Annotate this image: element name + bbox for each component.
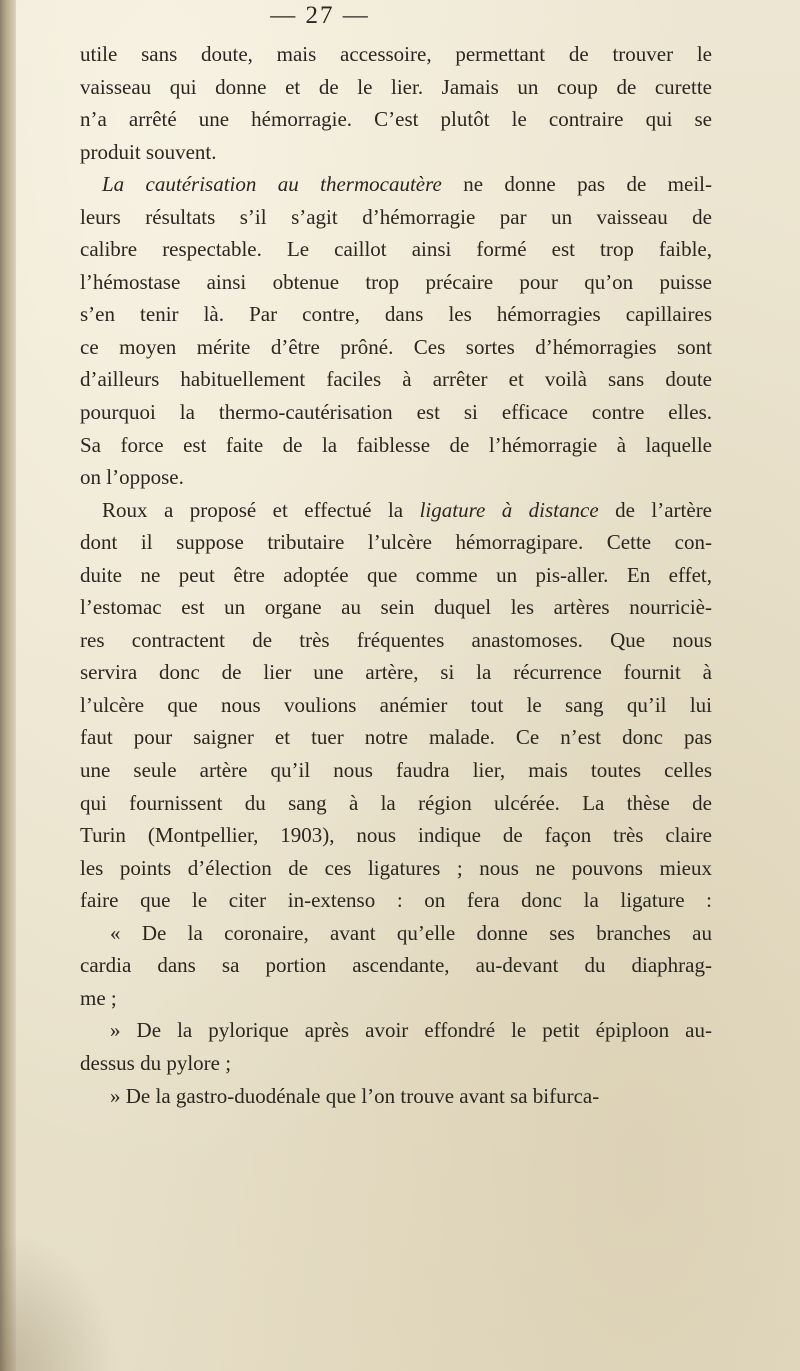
text-line: l’hémostase ainsi obtenue trop précaire pour qu’on puisse: [80, 269, 712, 294]
text-line: » De la pylorique après avoir effondré le petit épiploon au-: [110, 1018, 712, 1043]
text-line: on l’oppose.: [80, 465, 184, 490]
text-line: utile sans doute, mais accessoire, permettant de trouver le: [80, 42, 712, 66]
text-line: l’ulcère que nous voulions anémier tout le sang qu’il lui: [80, 692, 712, 717]
text-line: les points d’élection de ces ligatures ; nous ne pouvons mieux: [80, 855, 712, 880]
body-text: [80, 38, 712, 1112]
text-line: une seule artère qu’il nous faudra lier, mais toutes celles: [80, 758, 712, 783]
text-line: qui fournissent du sang à la région ulcérée. La thèse de: [80, 790, 712, 815]
text-line: d’ailleurs habituellement faciles à arrêter et voilà sans doute: [80, 367, 712, 392]
text-line: pourquoi la thermo-cautérisation est si efficace contre elles.: [80, 400, 712, 425]
text-line: Roux a proposé et effectué la ligature à distance de l’artère: [102, 497, 713, 522]
italic-phrase: La cautérisation au thermocautère: [102, 172, 442, 197]
text-line: servira donc de lier une artère, si la récurrence fournit à: [80, 660, 712, 685]
text-line: l’estomac est un organe au sein duquel les artères nourriciè-: [80, 595, 712, 620]
text-line: leurs résultats s’il s’agit d’hémorragie par un vaisseau de: [80, 204, 712, 229]
text-line: ce moyen mérite d’être prôné. Ces sortes d’hémorragies sont: [80, 334, 712, 359]
text-line: duite ne peut être adoptée que comme un pis-aller. En effet,: [80, 562, 712, 587]
page-stain: [0, 1231, 120, 1371]
text-line: Turin (Montpellier, 1903), nous indique de façon très claire: [80, 823, 712, 848]
page-number: — 27 —: [270, 2, 370, 29]
text-line: « De la coronaire, avant qu’elle donne ses branches au: [110, 920, 712, 945]
text-line: dessus du pylore ;: [80, 1050, 232, 1075]
text-line: faire que le citer in-extenso : on fera donc la ligature :: [80, 888, 712, 913]
italic-phrase: ligature à distance: [419, 497, 599, 522]
text-line: me ;: [80, 985, 117, 1010]
text-line: s’en tenir là. Par contre, dans les hémorragies capillaires: [80, 302, 712, 327]
text-line: dont il suppose tributaire l’ulcère hémorragipare. Cette con-: [80, 530, 712, 555]
text-line: calibre respectable. Le caillot ainsi formé est trop faible,: [80, 237, 712, 262]
book-gutter: [0, 0, 16, 1371]
text-line: » De la gastro-duodénale que l’on trouve avant sa bifurca-: [110, 1083, 600, 1108]
text-line: cardia dans sa portion ascendante, au-devant du diaphrag-: [80, 953, 712, 978]
text-line: faut pour saigner et tuer notre malade. Ce n’est donc pas: [80, 725, 712, 750]
text-line: res contractent de très fréquentes anastomoses. Que nous: [80, 627, 712, 652]
text-line: n’a arrêté une hémorragie. C’est plutôt le contraire qui se: [80, 107, 712, 132]
text-line: produit souvent.: [80, 139, 217, 164]
text-line: vaisseau qui donne et de le lier. Jamais un coup de curette: [80, 74, 712, 99]
text-line: Sa force est faite de la faiblesse de l’hémorragie à laquelle: [80, 432, 712, 457]
text-line: La cautérisation au thermocautère ne donne pas de meil-: [102, 172, 712, 197]
